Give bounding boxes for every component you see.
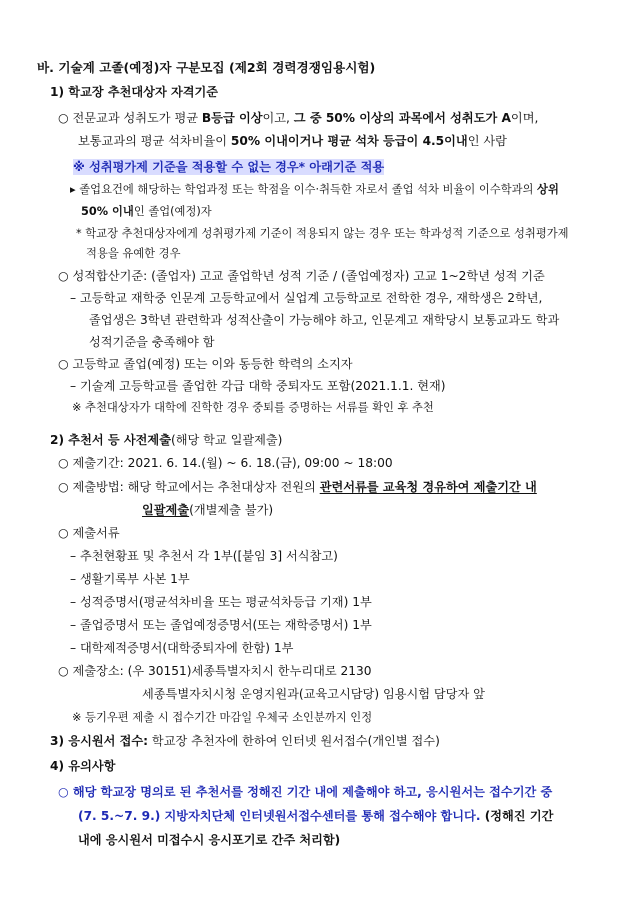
- criteria-1-line-1: ○ 전문교과 성취도가 평균 B등급 이상이고, 그 중 50% 이상의 과목에서 성취도가 A이며,: [58, 111, 539, 125]
- documents-title: ○ 제출서류: [58, 526, 120, 540]
- document-item: – 졸업증명서 또는 졸업예정증명서(또는 재학증명서) 1부: [70, 618, 372, 632]
- notice-line-1: ○ 해당 학교장 명의로 된 추천서를 정해진 기간 내에 제출해야 하고, 응시원서는 접수기간 중: [58, 785, 553, 799]
- criteria-3-detail: – 기술계 고등학교를 졸업한 각급 대학 중퇴자도 포함(2021.1.1. 현재): [70, 379, 446, 393]
- asterisk-note-line-2: 적용을 유예한 경우: [86, 247, 181, 260]
- submission-method-line-1: ○ 제출방법: 해당 학교에서는 추천대상자 전원의 관련서류를 교육청 경유하여 제출기간 내: [58, 480, 537, 494]
- criteria-2-detail-2: 졸업생은 3학년 관련학과 성적산출이 가능해야 하고, 인문계고 재학당시 보통교과도 학과: [89, 313, 560, 327]
- notice-line-3: 내에 응시원서 미접수시 응시포기로 간주 처리함): [78, 833, 341, 847]
- submission-period: ○ 제출기간: 2021. 6. 14.(월) ~ 6. 18.(금), 09:00 ~ 18:00: [58, 456, 393, 470]
- mail-note: ※ 등기우편 제출 시 접수기간 마감일 우체국 소인분까지 인정: [72, 711, 373, 724]
- asterisk-note-line-1: * 학교장 추천대상자에게 성취평가제 기준이 적용되지 않는 경우 또는 학과성적 기준으로 성취평가제: [76, 227, 569, 240]
- section-heading: 바. 기술계 고졸(예정)자 구분모집 (제2회 경력경쟁임용시험): [37, 60, 376, 75]
- subsection-2-title: 2) 추천서 등 사전제출(해당 학교 일괄제출): [50, 433, 283, 447]
- submission-place-line-1: ○ 제출장소: (우 30151)세종특별자치시 한누리대로 2130: [58, 664, 372, 678]
- triangle-item-line-1: ▸ 졸업요건에 해당하는 학업과정 또는 학점을 이수·취득한 자로서 졸업 석차 비율이 이수학과의 상위: [70, 183, 559, 196]
- document-item: – 추천현황표 및 추천서 각 1부([붙임 3] 서식참고): [70, 549, 338, 563]
- subsection-1-title: 1) 학교장 추천대상자 자격기준: [50, 85, 219, 99]
- submission-method-line-2: 일괄제출(개별제출 불가): [142, 503, 274, 517]
- criteria-2-detail-1: – 고등학교 재학중 인문계 고등학교에서 실업계 고등학교로 전학한 경우, 재학생은 2학년,: [70, 291, 543, 305]
- subsection-4-title: 4) 유의사항: [50, 759, 116, 773]
- document-item: – 대학제적증명서(대학중퇴자에 한함) 1부: [70, 641, 294, 655]
- criteria-3: ○ 고등학교 졸업(예정) 또는 이와 동등한 학력의 소지자: [58, 357, 353, 371]
- triangle-item-line-2: 50% 이내인 졸업(예정)자: [81, 205, 212, 218]
- notice-line-2: (7. 5.~7. 9.) 지방자치단체 인터넷원서접수센터를 통해 접수해야 합니다. (정해진 기간: [78, 809, 554, 823]
- document-item: – 성적증명서(평균석차비율 또는 평균석차등급 기재) 1부: [70, 595, 372, 609]
- criteria-3-note: ※ 추천대상자가 대학에 진학한 경우 중퇴를 증명하는 서류를 확인 후 추천: [72, 401, 434, 414]
- criteria-2: ○ 성적합산기준: (졸업자) 고교 졸업학년 성적 기준 / (졸업예정자) 고교 1~2학년 성적 기준: [58, 269, 545, 283]
- document-item: – 생활기록부 사본 1부: [70, 572, 190, 586]
- criteria-1-line-2: 보통교과의 평균 석차비율이 50% 이내이거나 평균 석차 등급이 4.5이내인 사람: [78, 134, 507, 148]
- submission-place-line-2: 세종특별자치시청 운영지원과(교육고시담당) 임용시험 담당자 앞: [142, 687, 485, 701]
- highlight-note: ※ 성취평가제 기준을 적용할 수 없는 경우* 아래기준 적용: [73, 160, 385, 174]
- subsection-3: 3) 응시원서 접수: 학교장 추천자에 한하여 인터넷 원서접수(개인별 접수): [50, 734, 440, 748]
- criteria-2-detail-3: 성적기준을 충족해야 함: [89, 335, 215, 349]
